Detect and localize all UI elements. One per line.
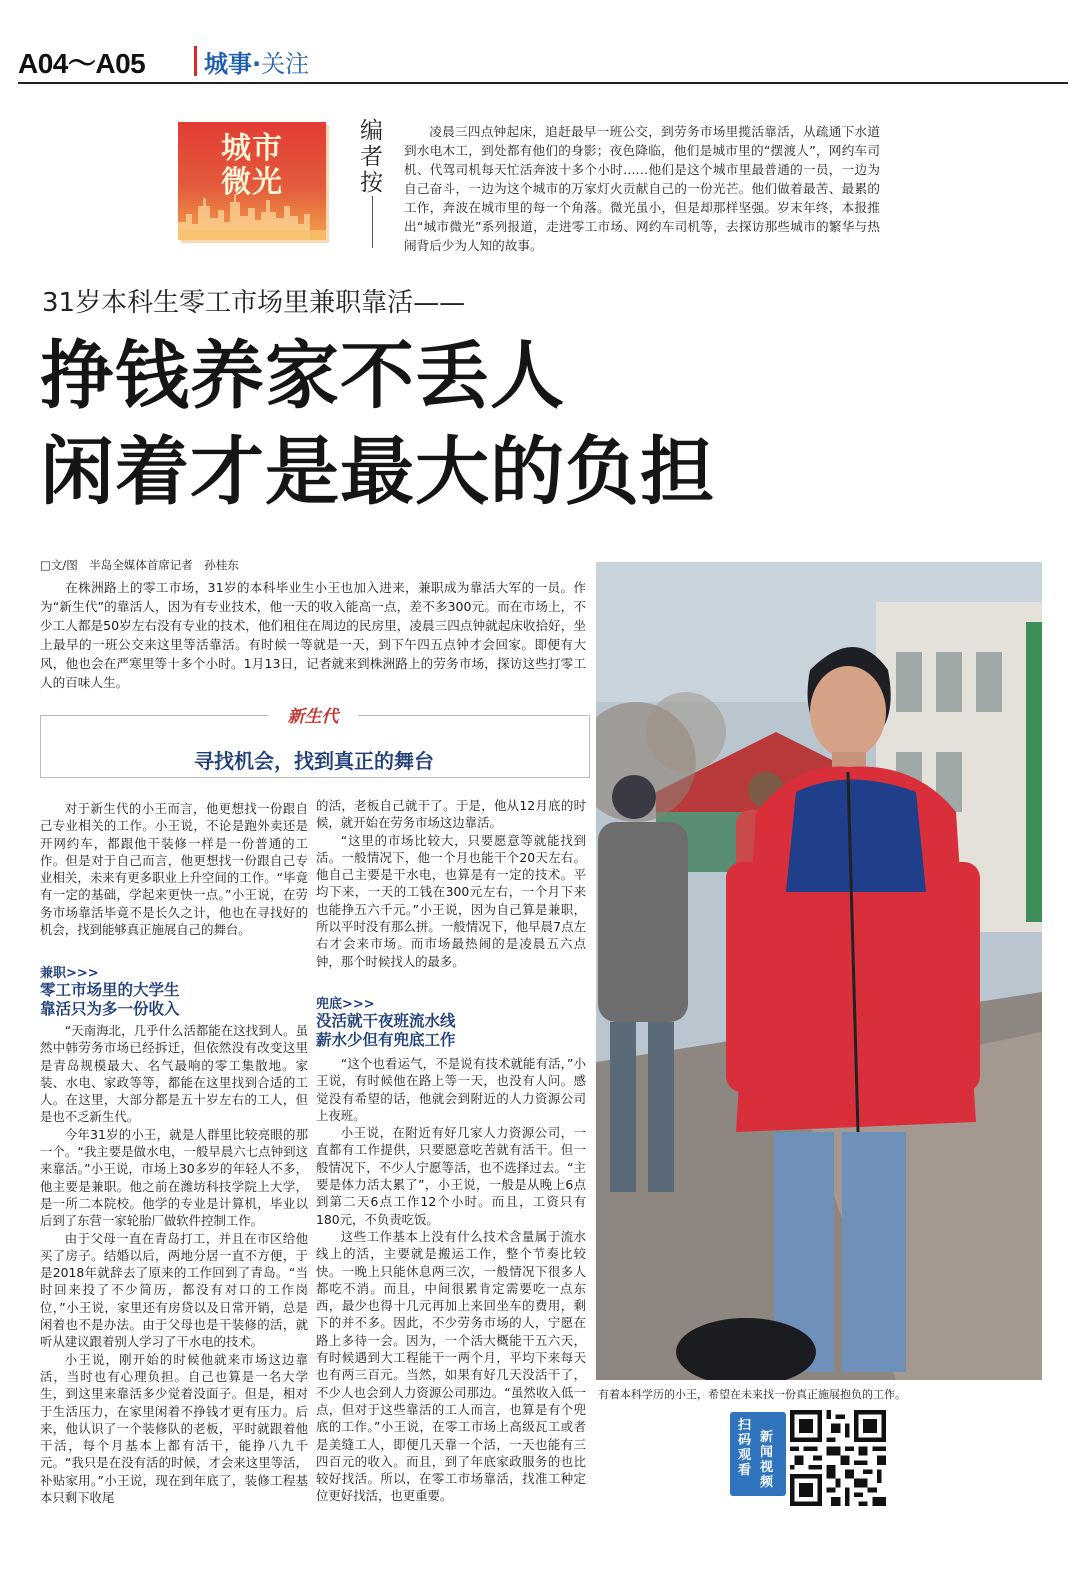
photo-caption: 有着本科学历的小王，希望在未来找一份真正施展抱负的工作。 (598, 1388, 906, 1401)
byline: □文/图 半岛全媒体首席记者 孙桂东 (40, 558, 239, 572)
section-1-title-line-2: 靠活只为多一份收入 (40, 1000, 180, 1018)
column-badge (178, 122, 326, 240)
paragraph: 小王说，在附近有好几家人力资源公司，一直都有工作提供，只要愿意吃苦就有活干。但一般情况下，不少人宁愿等活，也不选择过去。“主要是体力活太累了”，小王说，一般是从晚上6点到第二天6点工作12个小时。而且，工资只有180元，不负责吃饭。 (316, 1125, 586, 1227)
lead-paragraph: 在株洲路上的零工市场，31岁的本科毕业生小王也加入进来，兼职成为靠活大军的一员。作为“新生代”的靠活人，因为有专业技术，他一天的收入能高一点，差不多300元。而在市场上，不少工人都是50岁左右没有专业的技术，他们租住在周边的民房里，凌晨三四点钟就起床收拾好，坐上最早的一班公交来这里等活靠活。有时候一等就是一天，到下午四五点钟才会回家。即便有大风，他也会在严寒里等十多个小时。1月13日，记者就来到株洲路上的劳务市场，探访这些打零工人的百味人生。 (40, 580, 586, 690)
editor-note-rule (372, 196, 373, 248)
badge-line-2: 微光 (221, 165, 283, 200)
section-2-heading (316, 993, 586, 1050)
column-1-top (40, 800, 308, 938)
headline-line-2: 闲着才是最大的负担 (40, 429, 715, 515)
section-2-label: 兜底>>> (316, 997, 375, 1012)
photo-illustration (596, 562, 1042, 1380)
section-1-heading (40, 962, 308, 1019)
scan-video-tag (730, 1412, 786, 1496)
paragraph: 小王说，刚开始的时候他就来市场这边靠活，当时也有心理负担。自己也算是一名大学生，到这里来靠活多少觉着没面子。但是，相对于生活压力，在家里闲着不挣钱才更有压力。后来，他认识了一个装修队的老板，平时就跟着他干活，每个月基本上都有活干，能挣八九千元。“我只是在没有活的时候，才会来这里等活，补贴家用。”小王说，现在到年底了，装修工程基本只剩下收尾 (40, 1351, 308, 1506)
section-1-label: 兼职>>> (40, 966, 99, 981)
scan-watch-text: 扫码观看 (738, 1418, 752, 1478)
kicker: 31岁本科生零工市场里兼职靠活—— (42, 288, 466, 318)
paragraph: 今年31岁的小王，就是人群里比较亮眼的那一个。“我主要是做水电，一般早晨六七点钟到这来靠活。”小王说，市场上30多岁的年轻人不多，他主要是兼职。他之前在潍坊科技学院上大学，是一所二本院校。他学的专业是计算机，毕业以后到了东营一家轮胎厂做软件控制工作。 (40, 1126, 308, 1229)
paragraph: 这些工作基本上没有什么技术含量属于流水线上的活，主要就是搬运工作，整个节奏比较快。一晚上只能休息两三次，一般情况下很多人都吃不消。而且，中间很累肯定需要吃一点东西，最少也得十几元再加上来回坐车的费用，剩下的并不多。因此，不少劳务市场的人，宁愿在路上多待一会。因为，一个活大概能干五六天，有时候遇到大工程能干一两个月，平均下来每天也有两三百元。当然，如果有好几天没活干了，不少人也会到人力资源公司那边。“虽然收入低一点，但对于这些靠活的工人而言，也算是有个兜底的工作。”小王说，在零工市场上高级瓦工或者是美缝工人，即便几天靠一个活，一天也能有三四百元的收入。而且，到了年底家政服务的也比较好找活。所以，在零工市场靠活，找准工种定位更好找活，也更重要。 (316, 1228, 586, 1504)
section-2-title-line-1: 没活就干夜班流水线 (316, 1012, 456, 1030)
page-number: A04～A05 (18, 48, 146, 79)
section-2-title-line-2: 薪水少但有兜底工作 (316, 1031, 456, 1049)
editor-note-label: 编者按 (360, 118, 383, 196)
header-divider (194, 46, 197, 76)
skyline-icon (178, 188, 326, 240)
paragraph: 由于父母一直在青岛打工，并且在市区给他买了房子。结婚以后，两地分居一直不方便，于是2018年就辞去了原来的工作回到了青岛。“当时回来投了不少简历，都没有对口的工作岗位，”小王说，家里还有房贷以及日常开销，总是闲着也不是办法。由于父母也是干装修的活，就听从建议跟着别人学习了干水电的技术。 (40, 1230, 308, 1350)
article-subtitle: 寻找机会，找到真正的舞台 (194, 749, 434, 773)
paragraph: “天南海北，几乎什么活都能在这找到人。虽然中韩劳务市场已经拆迁，但依然没有改变这里是青岛规模最大、名气最响的零工集散地。家装、水电、家政等等，都能在这里找到合适的工人。在这里，大部分都是五十岁左右的工人，但是也不乏新生代。 (40, 1023, 308, 1125)
editor-note-text: 凌晨三四点钟起床，追赶最早一班公交，到劳务市场里揽活靠活，从疏通下水道到水电木工，到处都有他们的身影；夜色降临，他们是城市里的“摆渡人”，网约车司机、代驾司机每天忙活奔波十多个小时……他们是这个城市里最普通的一员，一边为自己奋斗，一边为这个城市的万家灯火贡献自己的一份光芒。他们做着最苦、最累的工作，奔波在城市里的每一个角落。微光虽小，但是却那样坚强。岁末年终，本报推出“城市微光”系列报道，走进零工市场、网约车司机等，去探访那些城市的繁华与热闹背后少为人知的故事。 (404, 124, 880, 253)
article-photo (596, 562, 1042, 1380)
paragraph: 的活，老板自己就干了。于是，他从12月底的时候，就开始在劳务市场这边靠活。 (316, 798, 586, 831)
section-title (204, 44, 309, 79)
section-main: 城事 (204, 50, 252, 78)
section-dot: · (252, 50, 262, 78)
column-2-bottom (316, 1055, 586, 1505)
badge-line-1: 城市 (221, 131, 283, 166)
qr-code-icon[interactable] (790, 1410, 886, 1506)
paragraph: 对于新生代的小王而言，他更想找一份跟自己专业相关的工作。小王说，不论是跑外卖还是开网约车，都跟他干装修一样是一份普通的工作。但是对于自己而言，他更想找一份跟自己专业相关，未来有更多职业上升空间的工作。“毕竟有一定的基础，学起来更快一点。”小王说，在劳务市场靠活毕竟不是长久之计，他也在寻找好的机会，找到能够真正施展自己的舞台。 (40, 801, 308, 938)
section-1-title-line-1: 零工市场里的大学生 (40, 981, 180, 999)
paragraph: “这个也看运气，不是说有技术就能有活，”小王说，有时候他在路上等一天，也没有人问。感觉没有希望的话，他就会到附近的人力资源公司上夜班。 (316, 1056, 586, 1123)
page-header (18, 40, 1068, 84)
column-1-bottom (40, 1022, 308, 1506)
section-sub: 关注 (261, 50, 310, 78)
paragraph: “这里的市场比较大，只要愿意等就能找到活。一般情况下，他一个月也能干个20天左右。他自己主要是干水电，也算是有一定的技术。平均下来，一天的工钱在300元左右，一个月下来也能挣五六千元。”小王说，因为自己算是兼职，所以平时没有那么拼。一般情况下，他早晨7点左右才会来市场。而市场最热闹的是凌晨五六点钟，那个时候找人的最多。 (316, 832, 586, 969)
tag-new-generation: 新生代 (268, 702, 358, 727)
column-2-top (316, 797, 586, 970)
news-video-text: 新闻视频 (760, 1430, 774, 1490)
headline-line-1: 挣钱养家不丢人 (40, 333, 565, 419)
